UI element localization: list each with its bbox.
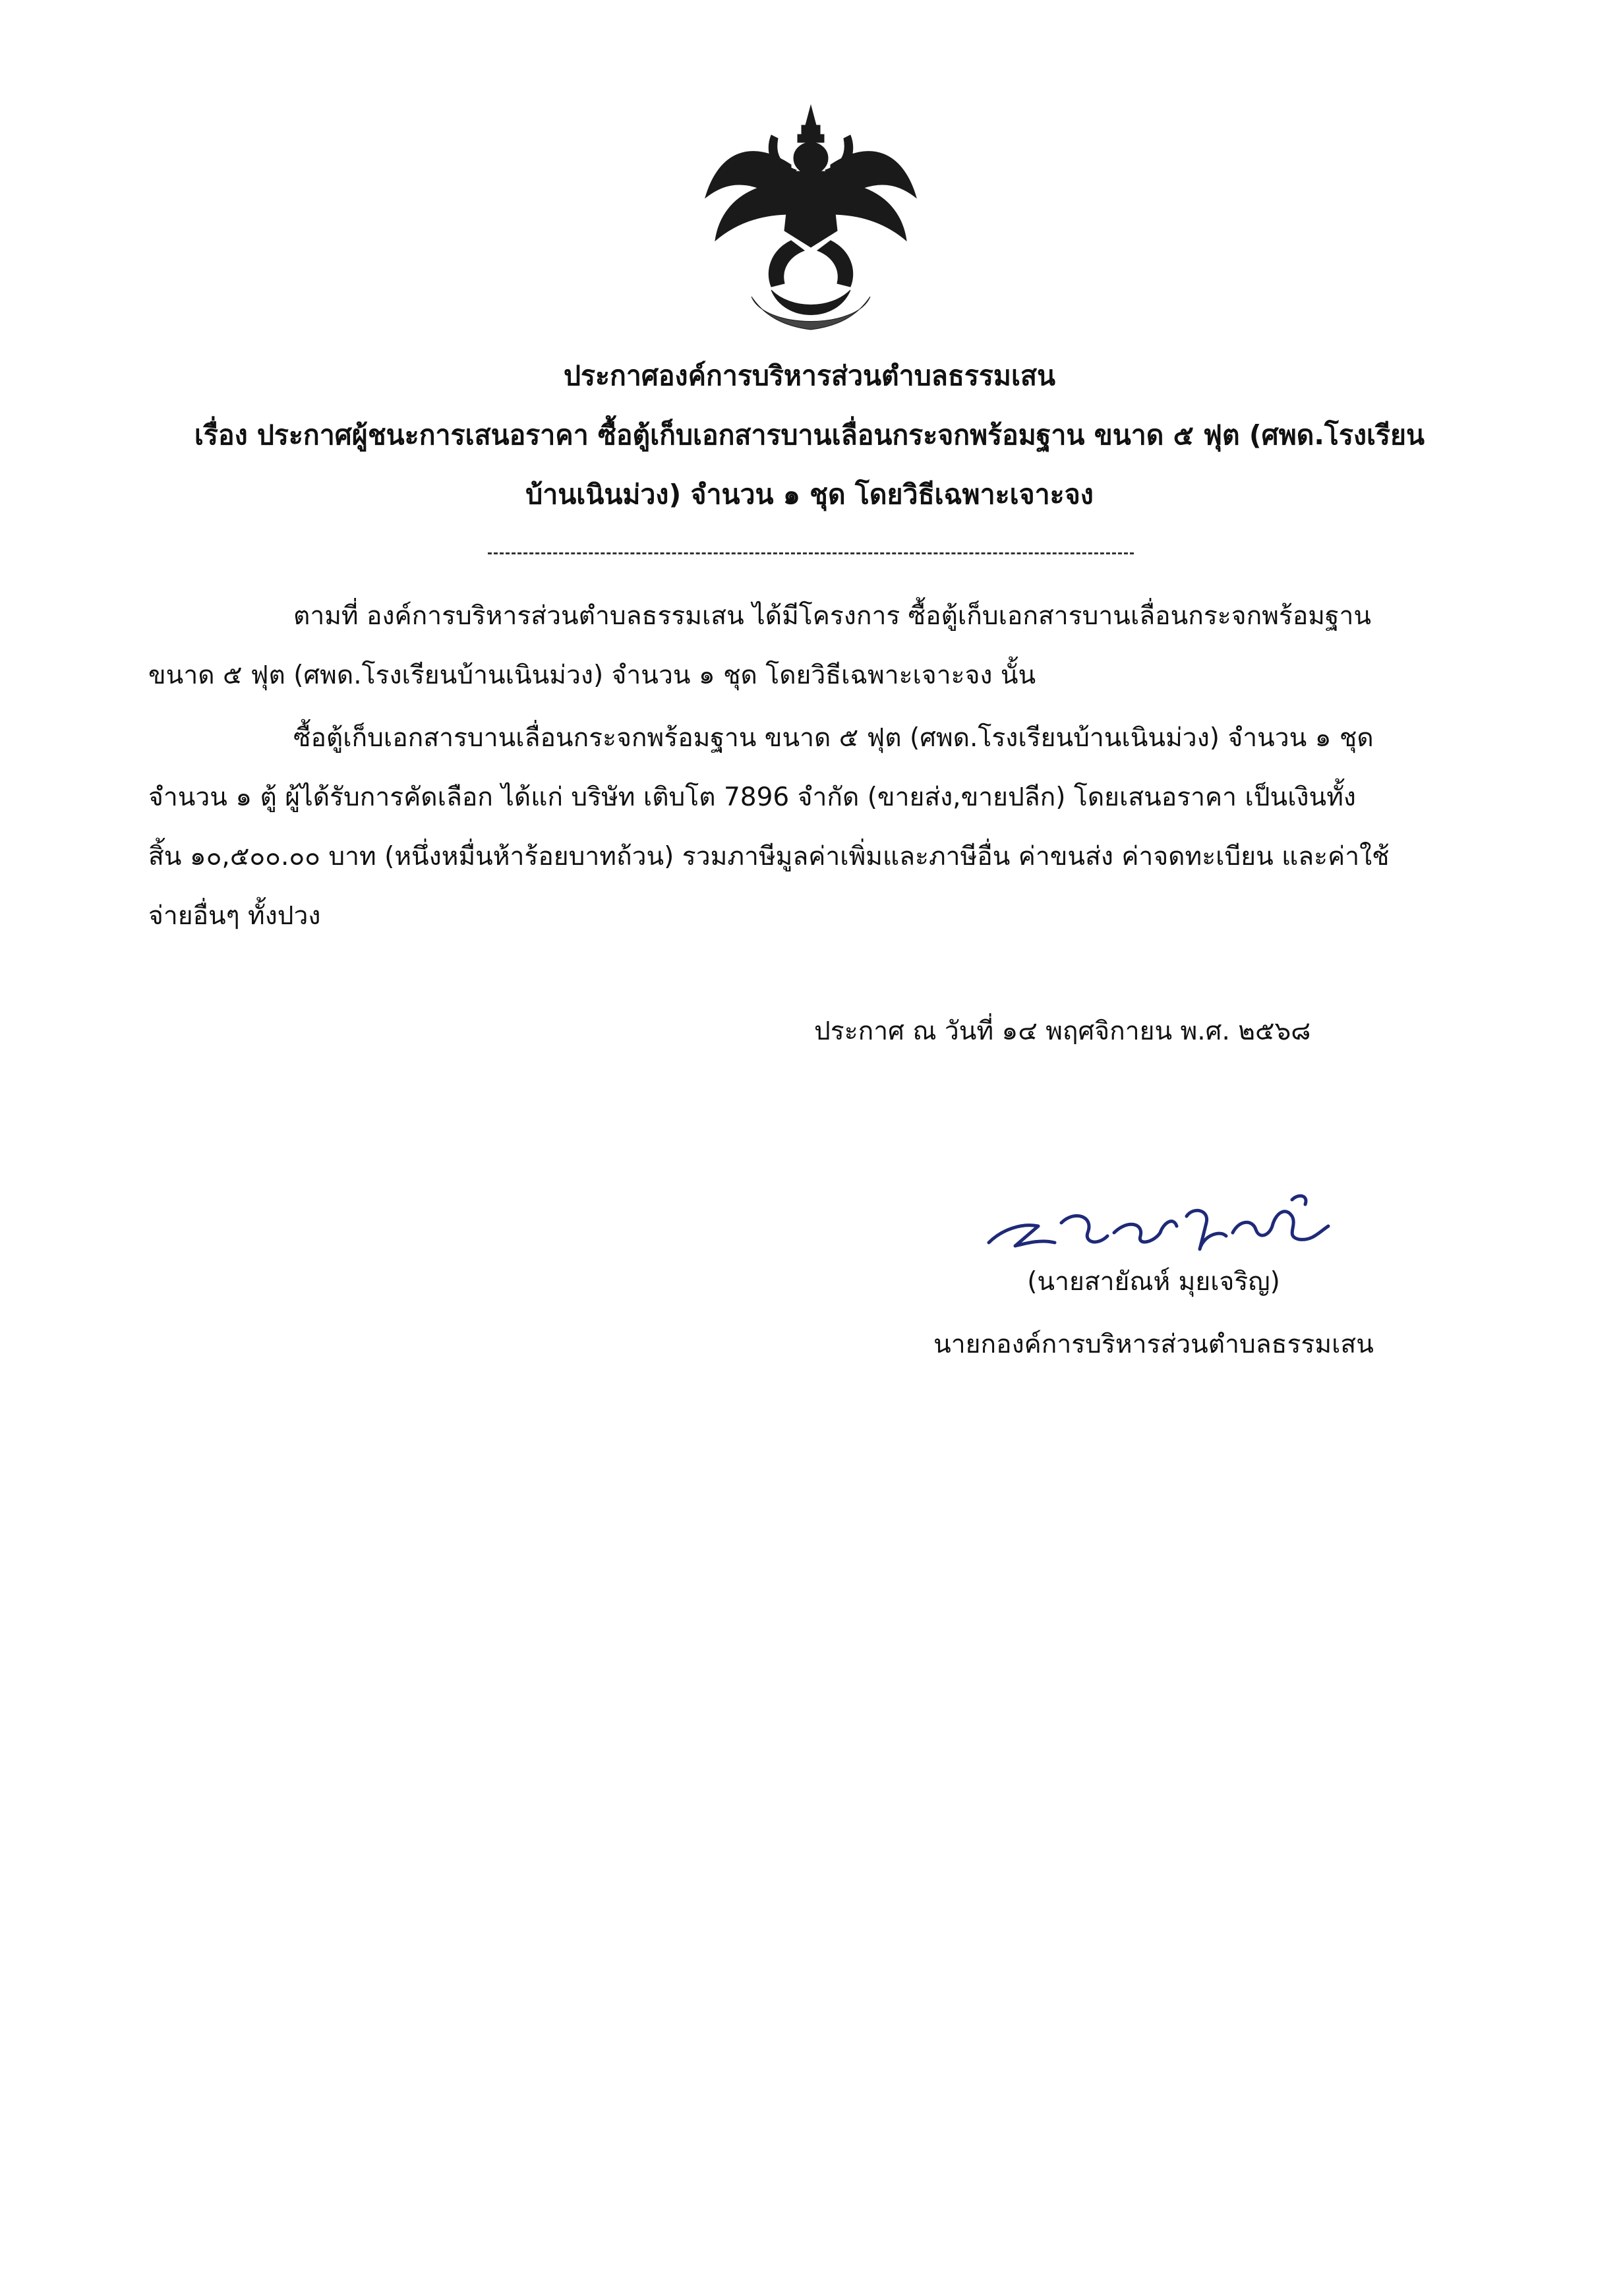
paragraph-2-line-4: จ่ายอื่นๆ ทั้งปวง — [148, 901, 321, 931]
subject-line-1: เรื่อง ประกาศผู้ชนะการเสนอราคา ซื้อตู้เก็บเอกสารบานเลื่อนกระจกพร้อมฐาน ขนาด ๕ ฟุต (ศพด.โรงเรียน — [194, 419, 1425, 451]
signature-icon — [976, 1170, 1371, 1276]
paragraph-1-line-2: ขนาด ๕ ฟุต (ศพด.โรงเรียนบ้านเนินม่วง) จำนวน ๑ ชุด โดยวิธีเฉพาะเจาะจง นั้น — [148, 661, 1036, 690]
subject-line-2: บ้านเนินม่วง) จำนวน ๑ ชุด โดยวิธีเฉพาะเจาะจง — [525, 479, 1094, 510]
document-title: ประกาศองค์การบริหารส่วนตำบลธรรมเสน — [563, 360, 1056, 392]
separator-rule — [488, 552, 1134, 554]
paragraph-2-line-1: ซื้อตู้เก็บเอกสารบานเลื่อนกระจกพร้อมฐาน ขนาด ๕ ฟุต (ศพด.โรงเรียนบ้านเนินม่วง) จำนวน ๑ ชุด — [293, 723, 1374, 753]
paragraph-2-line-3: สิ้น ๑๐,๕๐๐.๐๐ บาท (หนึ่งหมื่นห้าร้อยบาทถ้วน) รวมภาษีมูลค่าเพิ่มและภาษีอื่น ค่าขนส่ง ค่าจดทะเบียน และค่าใช้ — [148, 842, 1390, 871]
garuda-emblem-icon — [692, 99, 929, 336]
paragraph-2-line-2: จำนวน ๑ ตู้ ผู้ได้รับการคัดเลือก ได้แก่ บริษัท เติบโต 7896 จำกัด (ขายส่ง,ขายปลีก) โดยเสนอราคา เป็นเงินทั้ง — [148, 782, 1356, 812]
paragraph-1-line-1: ตามที่ องค์การบริหารส่วนตำบลธรรมเสน ได้มีโครงการ ซื้อตู้เก็บเอกสารบานเลื่อนกระจกพร้อมฐาน — [293, 601, 1372, 631]
signer-name: (นายสายัณห์ มุยเจริญ) — [1027, 1267, 1280, 1297]
announcement-date: ประกาศ ณ วันที่ ๑๔ พฤศจิกายน พ.ศ. ๒๕๖๘ — [814, 1016, 1311, 1046]
signer-position: นายกองค์การบริหารส่วนตำบลธรรมเสน — [933, 1330, 1374, 1359]
